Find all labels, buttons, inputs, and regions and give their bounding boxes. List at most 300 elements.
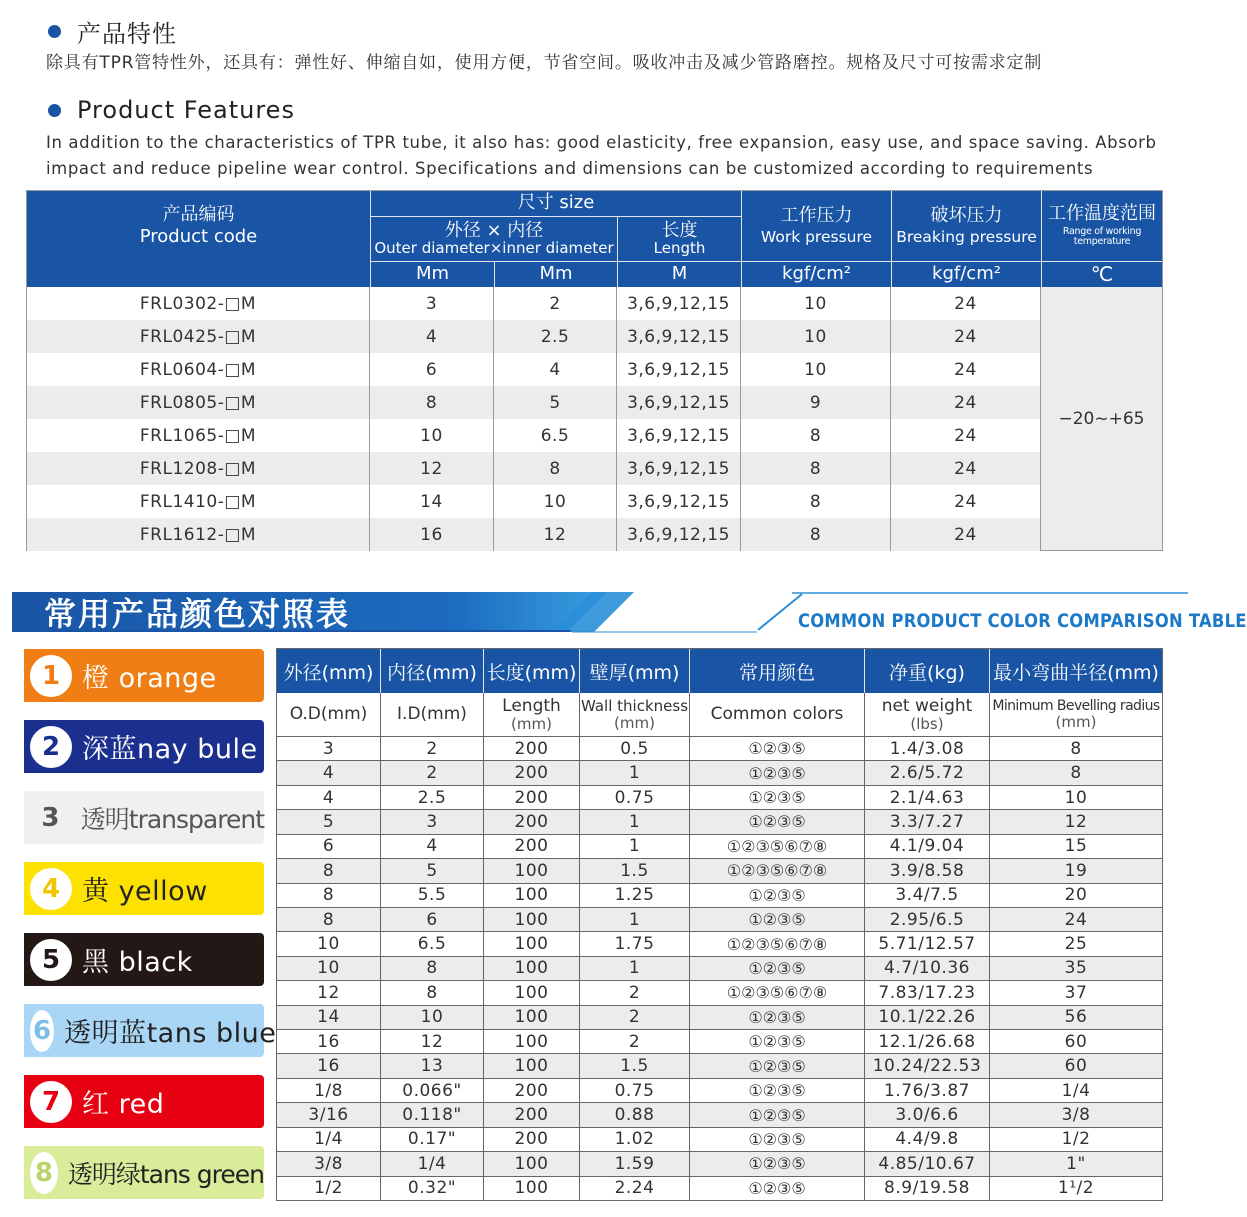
product-code-cell: FRL0805-□M [27, 386, 370, 419]
features-cn-heading [48, 14, 177, 49]
spec-cell: 100 [484, 1006, 580, 1029]
spec-cell: 200 [484, 835, 580, 858]
spec-cell: 3,6,9,12,15 [617, 518, 741, 551]
header-temperature [1042, 191, 1162, 261]
spec-table-row [27, 287, 1041, 320]
spec-cell: 3/8 [1061, 1105, 1091, 1126]
product-code-cell: FRL1208-□M [27, 452, 370, 485]
color-label: 红 red [82, 1089, 165, 1120]
spec-cell: 12 [381, 1030, 484, 1053]
unit-outer: Mm [415, 263, 450, 285]
color-table-row [277, 883, 1162, 907]
spec-cell: 6 [381, 908, 484, 931]
product-code-cell: FRL1065-□M [27, 419, 370, 452]
spec-cell: 8 [741, 452, 891, 485]
features-cn-title: 产品特性 [77, 20, 177, 48]
spec-cell: 60 [1064, 1056, 1088, 1077]
spec-cell: 1/8 [277, 1079, 381, 1102]
spec-cell: 2.6/5.72 [865, 761, 990, 784]
bullet-icon [48, 104, 61, 117]
color-table-row [277, 858, 1162, 882]
features-cn-text: 除具有TPR管特性外，还具有：弹性好、伸缩自如，使用方便，节省空间。吸收冲击及减少管路磨控。规格及尺寸可按需求定制 [46, 53, 1043, 73]
product-code-cell: FRL0302-□M [27, 287, 370, 320]
spec-table-row [27, 320, 1041, 353]
column-header-en-line: Wall thickness [580, 697, 689, 715]
spec-cell: 0.118" [381, 1103, 484, 1126]
features-en-text-line1: In addition to the characteristics of TPR tube, it also has: good elasticity, free expansion, easy use, and space saving. Absorb [46, 133, 1157, 152]
header-length [618, 217, 741, 261]
spec-cell: 1" [1066, 1153, 1086, 1174]
spec-cell: 3/16 [277, 1103, 381, 1126]
spec-cell: 10 [1064, 787, 1088, 808]
spec-cell: 4 [277, 786, 381, 809]
color-label: 透明绿tans green [67, 1159, 264, 1189]
spec-cell: 4 [494, 353, 617, 386]
product-code-cell: FRL1612-□M [27, 518, 370, 551]
spec-cell: 3,6,9,12,15 [617, 452, 741, 485]
spec-cell: 5 [494, 386, 617, 419]
spec-cell: 5.5 [381, 884, 484, 907]
color-chip [24, 1146, 264, 1199]
spec-cell: 8 [277, 859, 381, 882]
color-number-badge: 6 [30, 1010, 54, 1052]
spec-cell: 3.9/8.58 [865, 859, 990, 882]
spec-cell: 1 [580, 835, 690, 858]
column-header-en [690, 693, 865, 736]
spec-cell: 8.9/19.58 [865, 1177, 990, 1200]
spec-cell: 10 [741, 287, 891, 320]
spec-cell: 6.5 [494, 419, 617, 452]
common-colors-cell: ①②③⑤⑥⑦⑧ [690, 932, 865, 955]
banner-title-cn: 常用产品颜色对照表 [44, 595, 351, 633]
spec-cell: 1.5 [580, 1054, 690, 1077]
spec-cell: 2 [580, 981, 690, 1004]
header-temp-en: Range of working temperature [1062, 226, 1142, 248]
spec-cell: 10.1/22.26 [865, 1006, 990, 1029]
header-code-en: Product code [139, 225, 258, 247]
unit-temperature: ℃ [1090, 262, 1114, 286]
banner-title-en: COMMON PRODUCT COLOR COMPARISON TABLE [798, 610, 1247, 632]
spec-cell: 2.24 [580, 1177, 690, 1200]
spec-cell: 14 [277, 1006, 381, 1029]
color-chip [24, 1075, 264, 1128]
spec-cell: 200 [484, 761, 580, 784]
color-table-row [277, 1005, 1162, 1029]
header-work-pressure [742, 191, 891, 261]
common-colors-cell: ①②③⑤ [690, 786, 865, 809]
color-label: 深蓝nay bule [82, 734, 258, 765]
color-table-row [277, 1029, 1162, 1053]
spec-cell: 1/4 [1061, 1080, 1091, 1101]
spec-cell: 8 [1070, 763, 1082, 784]
spec-cell: 12 [494, 518, 617, 551]
spec-cell: 12 [1064, 811, 1088, 832]
spec-cell: 200 [484, 1103, 580, 1126]
color-number-badge: 1 [30, 655, 72, 697]
spec-cell: 9 [741, 386, 891, 419]
color-number-badge: 7 [30, 1081, 72, 1123]
spec-cell: 100 [484, 884, 580, 907]
color-number-badge: 3 [30, 797, 71, 839]
color-table-row [277, 785, 1162, 809]
spec-cell: 16 [277, 1030, 381, 1053]
header-work-en: Work pressure [760, 227, 873, 246]
common-colors-cell: ①②③⑤ [690, 1030, 865, 1053]
spec-cell: 14 [370, 485, 494, 518]
spec-cell: 4.7/10.36 [865, 957, 990, 980]
spec-cell: 3,6,9,12,15 [617, 419, 741, 452]
common-colors-cell: ①②③⑤ [690, 810, 865, 833]
spec-cell: 8 [370, 386, 494, 419]
column-header-en-line: (lbs) [910, 714, 944, 733]
spec-cell: 10 [370, 419, 494, 452]
color-table-row [277, 736, 1162, 760]
spec-cell: 15 [1064, 836, 1088, 857]
spec-cell: 3,6,9,12,15 [617, 320, 741, 353]
color-table-row [277, 980, 1162, 1004]
spec-cell: 100 [484, 908, 580, 931]
spec-cell: 56 [1064, 1007, 1088, 1028]
spec-cell: 24 [1064, 909, 1088, 930]
color-chip [24, 862, 264, 915]
column-header-en [580, 693, 690, 736]
column-header-en [865, 693, 990, 736]
column-header-en-line: (mm) [614, 713, 655, 732]
spec-cell: 4.4/9.8 [865, 1128, 990, 1151]
spec-cell: 1/2 [1061, 1129, 1091, 1150]
spec-cell: 3,6,9,12,15 [617, 287, 741, 320]
features-en-text-line2: impact and reduce pipeline wear control. Specifications and dimensions can be customized according to requirements [46, 159, 1094, 178]
spec-cell: 0.17" [381, 1128, 484, 1151]
spec-cell: 100 [484, 981, 580, 1004]
spec-cell: 8 [741, 419, 891, 452]
bullet-icon [48, 25, 61, 38]
spec-cell: 7.83/17.23 [865, 981, 990, 1004]
common-colors-cell: ①②③⑤ [690, 1006, 865, 1029]
color-comparison-table [276, 648, 1163, 1201]
color-table-row [277, 1176, 1162, 1200]
spec-cell: 1¹/2 [1057, 1178, 1095, 1199]
color-table-header-en [277, 693, 1162, 736]
product-spec-table [26, 190, 1163, 551]
spec-cell: 5 [381, 859, 484, 882]
column-header-en-line: I.D(mm) [397, 704, 467, 725]
features-en-heading [48, 96, 295, 124]
spec-cell: 10 [277, 957, 381, 980]
column-header-en-line: Minimum Bevelling radius [992, 697, 1160, 714]
spec-cell: 2 [580, 1006, 690, 1029]
spec-cell: 1 [580, 957, 690, 980]
spec-cell: 1 [580, 908, 690, 931]
spec-cell: 3,6,9,12,15 [617, 353, 741, 386]
column-header-cn: 内径(mm) [381, 649, 484, 693]
spec-cell: 0.5 [580, 737, 690, 760]
color-table-row [277, 834, 1162, 858]
spec-cell: 2.5 [381, 786, 484, 809]
color-number-badge: 8 [30, 1152, 58, 1194]
spec-cell: 0.75 [580, 786, 690, 809]
spec-cell: 3.3/7.27 [865, 810, 990, 833]
common-colors-cell: ①②③⑤ [690, 1103, 865, 1126]
column-header-en [484, 693, 580, 736]
spec-cell: 1.5 [580, 859, 690, 882]
spec-cell: 0.88 [580, 1103, 690, 1126]
spec-cell: 16 [277, 1054, 381, 1077]
spec-cell: 2.1/4.63 [865, 786, 990, 809]
spec-cell: 1.25 [580, 884, 690, 907]
color-table-row [277, 1127, 1162, 1151]
spec-cell: 4 [277, 761, 381, 784]
spec-table-row [27, 452, 1041, 485]
spec-cell: 10 [741, 320, 891, 353]
common-colors-cell: ①②③⑤ [690, 884, 865, 907]
common-colors-cell: ①②③⑤ [690, 957, 865, 980]
column-header-en-line: net weight [881, 695, 973, 716]
color-label: 黑 black [82, 947, 193, 978]
header-break-en: Breaking pressure [896, 227, 1037, 246]
spec-table-row [27, 386, 1041, 419]
spec-cell: 100 [484, 859, 580, 882]
color-chip [24, 791, 264, 844]
common-colors-cell: ①②③⑤⑥⑦⑧ [690, 859, 865, 882]
column-header-cn: 外径(mm) [277, 649, 381, 693]
spec-table-row [27, 419, 1041, 452]
color-table-row [277, 1151, 1162, 1175]
header-diameter-en: Outer diameter×inner diameter [374, 238, 614, 257]
header-temp-cn: 工作温度范围 [1048, 202, 1156, 224]
column-header-en-line: Length [502, 695, 561, 716]
spec-cell: 100 [484, 1177, 580, 1200]
color-table-row [277, 1102, 1162, 1126]
spec-table-header [27, 191, 1162, 287]
spec-cell: 1.59 [580, 1152, 690, 1175]
column-header-en [381, 693, 484, 736]
unit-inner: Mm [539, 263, 573, 285]
spec-cell: 2 [381, 737, 484, 760]
spec-cell: 10 [277, 932, 381, 955]
unit-break-pressure: kgf/cm² [932, 263, 1001, 285]
color-number-badge: 4 [30, 868, 72, 910]
spec-cell: 0.32" [381, 1177, 484, 1200]
header-product-code [27, 191, 370, 261]
column-header-en-line: (mm) [1055, 712, 1097, 731]
spec-cell: 200 [484, 737, 580, 760]
spec-cell: 10 [741, 353, 891, 386]
color-number-badge: 5 [30, 939, 72, 981]
spec-cell: 4.85/10.67 [865, 1152, 990, 1175]
spec-cell: 4 [370, 320, 494, 353]
spec-cell: 8 [381, 957, 484, 980]
spec-cell: 1.4/3.08 [865, 737, 990, 760]
color-chip [24, 720, 264, 773]
header-size: 尺寸 size [517, 192, 595, 214]
spec-cell: 20 [1064, 885, 1088, 906]
color-table-row [277, 1053, 1162, 1077]
spec-table-row [27, 353, 1041, 386]
spec-cell: 8 [1070, 738, 1082, 759]
spec-cell: 3 [381, 810, 484, 833]
spec-cell: 8 [277, 884, 381, 907]
column-header-en-line: (mm) [511, 714, 552, 733]
color-label: 橙 orange [82, 663, 217, 694]
spec-table-row [27, 518, 1041, 551]
color-label: 黄 yellow [82, 876, 208, 907]
color-table-row [277, 907, 1162, 931]
common-colors-cell: ①②③⑤ [690, 737, 865, 760]
color-chip [24, 649, 264, 702]
common-colors-cell: ①②③⑤ [690, 1128, 865, 1151]
spec-cell: 100 [484, 1152, 580, 1175]
color-chip [24, 1004, 277, 1057]
spec-cell: 10 [381, 1006, 484, 1029]
color-number-badge: 2 [30, 726, 72, 768]
spec-cell: 5.71/12.57 [865, 932, 990, 955]
color-table-banner [12, 592, 1247, 636]
column-header-en-line: O.D(mm) [289, 704, 368, 725]
column-header-cn: 壁厚(mm) [580, 649, 690, 693]
spec-cell: 100 [484, 1054, 580, 1077]
product-code-cell: FRL0425-□M [27, 320, 370, 353]
spec-cell: 200 [484, 1079, 580, 1102]
spec-cell: 0.75 [580, 1079, 690, 1102]
header-diameter [371, 217, 617, 261]
spec-cell: 4.1/9.04 [865, 835, 990, 858]
common-colors-cell: ①②③⑤ [690, 908, 865, 931]
common-colors-cell: ①②③⑤ [690, 1054, 865, 1077]
spec-cell: 1 [580, 761, 690, 784]
header-breaking-pressure [892, 191, 1041, 261]
color-table-row [277, 931, 1162, 955]
spec-cell: 12 [370, 452, 494, 485]
color-table-row [277, 760, 1162, 784]
spec-cell: 6 [277, 835, 381, 858]
column-header-en [990, 693, 1162, 736]
spec-cell: 1.75 [580, 932, 690, 955]
header-break-cn: 破坏压力 [930, 204, 1003, 226]
spec-cell: 25 [1064, 934, 1088, 955]
spec-cell: 3,6,9,12,15 [617, 386, 741, 419]
column-header-cn: 长度(mm) [484, 649, 580, 693]
spec-cell: 10.24/22.53 [865, 1054, 990, 1077]
spec-cell: 3 [277, 737, 381, 760]
spec-cell: 8 [277, 908, 381, 931]
color-table-row [277, 809, 1162, 833]
spec-cell: 24 [891, 353, 1041, 386]
color-table-row [277, 1078, 1162, 1102]
spec-cell: 10 [494, 485, 617, 518]
spec-cell: 2 [381, 761, 484, 784]
spec-cell: 200 [484, 786, 580, 809]
color-label: 透明transparent [80, 804, 264, 834]
spec-cell: 24 [891, 485, 1041, 518]
spec-cell: 100 [484, 1030, 580, 1053]
spec-cell: 8 [381, 981, 484, 1004]
column-header-cn: 净重(kg) [865, 649, 990, 693]
color-table-header-cn [277, 649, 1162, 693]
spec-cell: 37 [1064, 982, 1088, 1003]
spec-cell: 1.76/3.87 [865, 1079, 990, 1102]
header-diameter-cn: 外径 × 内径 [444, 219, 544, 241]
spec-cell: 8 [741, 485, 891, 518]
spec-cell: 3 [370, 287, 494, 320]
temp-range-cell: −20~+65 [1041, 287, 1162, 550]
unit-length: M [671, 263, 688, 285]
spec-cell: 100 [484, 932, 580, 955]
spec-cell: 1/4 [277, 1128, 381, 1151]
spec-table-row [27, 485, 1041, 518]
spec-cell: 2 [494, 287, 617, 320]
spec-cell: 3,6,9,12,15 [617, 485, 741, 518]
spec-cell: 1.02 [580, 1128, 690, 1151]
spec-cell: 1/2 [277, 1177, 381, 1200]
features-en-title: Product Features [77, 96, 295, 124]
common-colors-cell: ①②③⑤⑥⑦⑧ [690, 981, 865, 1004]
spec-cell: 24 [891, 320, 1041, 353]
spec-cell: 19 [1064, 860, 1088, 881]
spec-cell: 3/8 [277, 1152, 381, 1175]
spec-cell: 12 [277, 981, 381, 1004]
spec-cell: 16 [370, 518, 494, 551]
spec-cell: 24 [891, 452, 1041, 485]
column-header-cn: 常用颜色 [690, 649, 865, 693]
spec-cell: 60 [1064, 1031, 1088, 1052]
spec-cell: 24 [891, 518, 1041, 551]
spec-cell: 24 [891, 419, 1041, 452]
color-label: 透明蓝tans blue [64, 1018, 277, 1049]
spec-cell: 200 [484, 1128, 580, 1151]
spec-cell: 8 [741, 518, 891, 551]
spec-cell: 24 [891, 287, 1041, 320]
product-code-cell: FRL1410-□M [27, 485, 370, 518]
common-colors-cell: ①②③⑤ [690, 1177, 865, 1200]
spec-cell: 1/4 [381, 1152, 484, 1175]
spec-cell: 1 [580, 810, 690, 833]
spec-cell: 3.0/6.6 [865, 1103, 990, 1126]
spec-cell: 2 [580, 1030, 690, 1053]
column-header-cn: 最小弯曲半径(mm) [993, 661, 1159, 684]
spec-cell: 200 [484, 810, 580, 833]
header-length-en: Length [653, 238, 706, 257]
header-work-cn: 工作压力 [780, 204, 853, 226]
spec-cell: 12.1/26.68 [865, 1030, 990, 1053]
spec-cell: 5 [277, 810, 381, 833]
header-code-cn: 产品编码 [162, 203, 235, 225]
common-colors-cell: ①②③⑤ [690, 1079, 865, 1102]
color-chip [24, 933, 264, 986]
spec-cell: 6 [370, 353, 494, 386]
column-header-en [277, 693, 381, 736]
spec-cell: 24 [891, 386, 1041, 419]
spec-cell: 8 [494, 452, 617, 485]
spec-cell: 2.95/6.5 [865, 908, 990, 931]
spec-cell: 3.4/7.5 [865, 884, 990, 907]
spec-cell: 4 [381, 835, 484, 858]
spec-cell: 6.5 [381, 932, 484, 955]
unit-work-pressure: kgf/cm² [782, 263, 851, 285]
column-header-en-line: Common colors [710, 704, 844, 725]
common-colors-cell: ①②③⑤⑥⑦⑧ [690, 835, 865, 858]
spec-cell: 13 [381, 1054, 484, 1077]
spec-cell: 0.066" [381, 1079, 484, 1102]
header-length-cn: 长度 [661, 219, 698, 241]
color-table-row [277, 956, 1162, 980]
spec-cell: 100 [484, 957, 580, 980]
product-code-cell: FRL0604-□M [27, 353, 370, 386]
spec-cell: 2.5 [494, 320, 617, 353]
spec-cell: 35 [1064, 958, 1088, 979]
common-colors-cell: ①②③⑤ [690, 1152, 865, 1175]
common-colors-cell: ①②③⑤ [690, 761, 865, 784]
